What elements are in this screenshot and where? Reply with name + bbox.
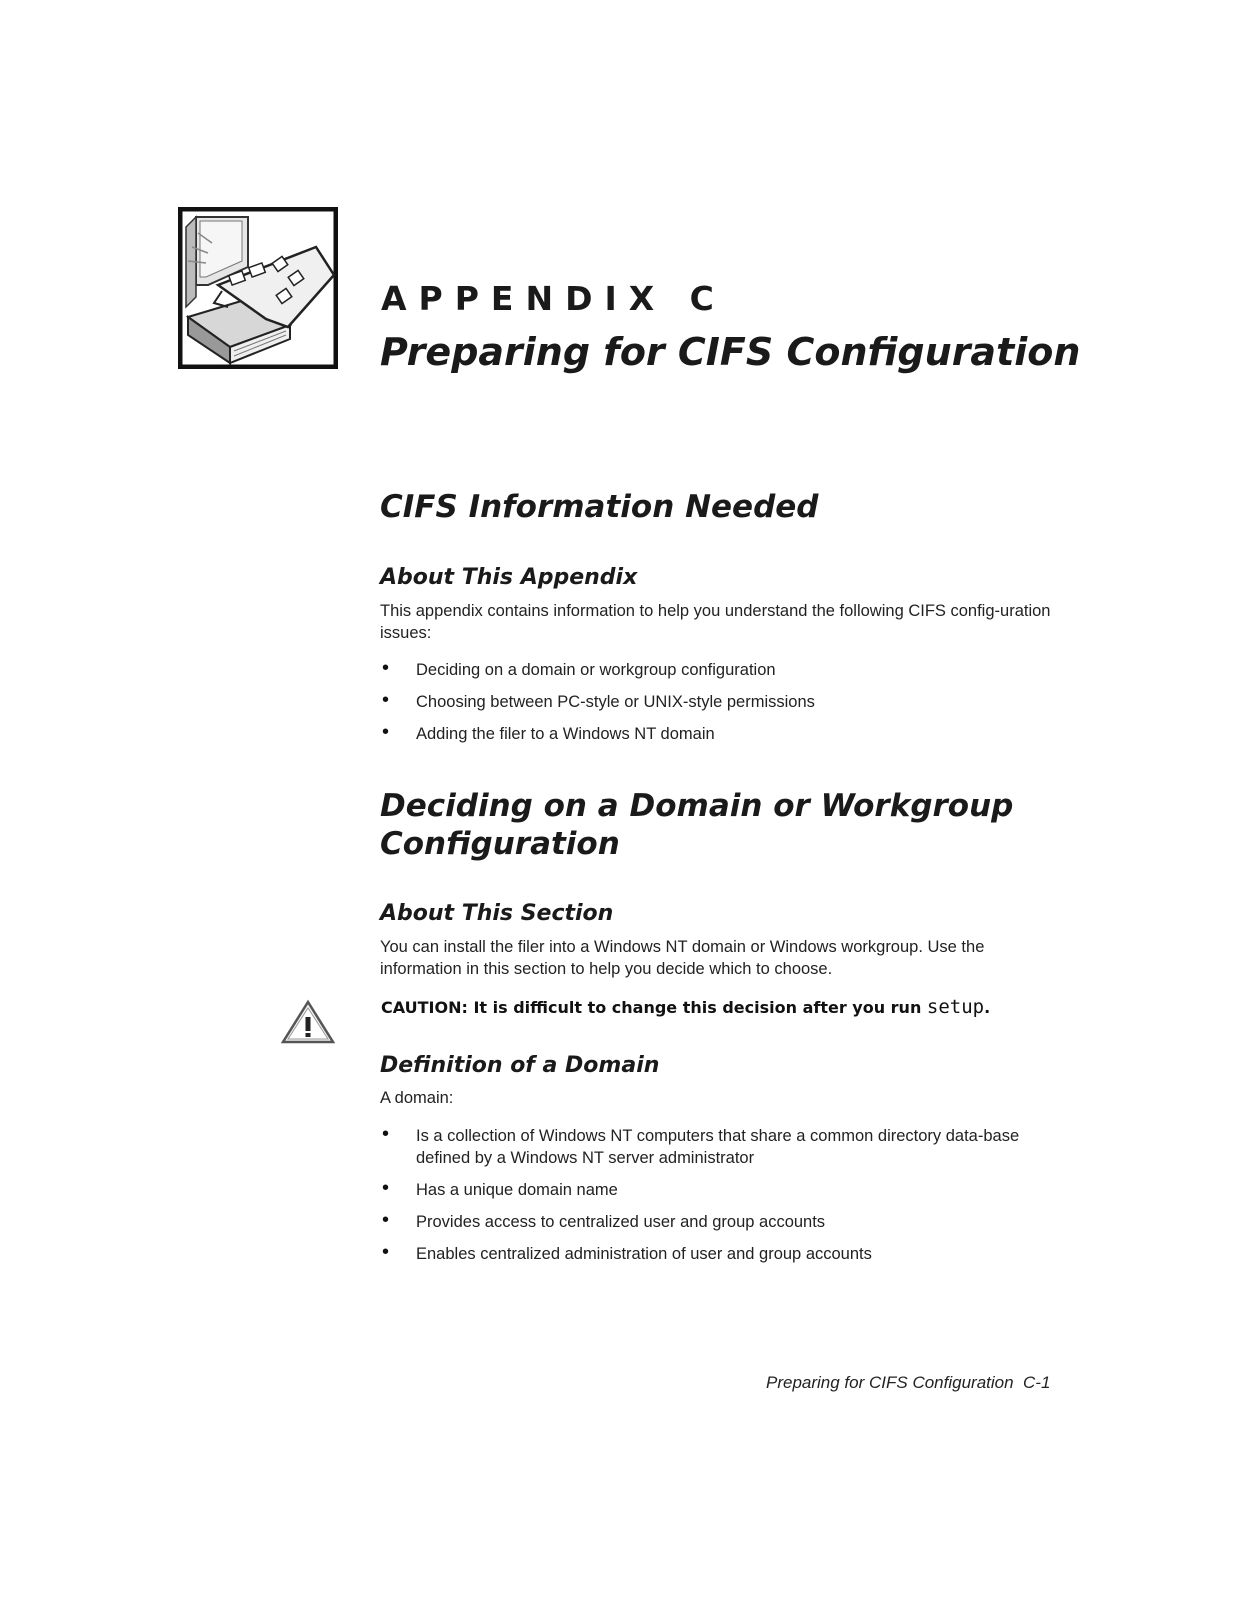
chapter-title: Preparing for CIFS Configuration: [380, 330, 1081, 374]
warning-triangle-icon: [280, 999, 336, 1045]
bullet-icon: •: [382, 657, 390, 679]
section-heading-cifs-information: CIFS Information Needed: [380, 489, 819, 525]
list-item: • Enables centralized administration of user and group accounts: [382, 1241, 872, 1263]
bullet-icon: •: [382, 1241, 390, 1263]
bullet-icon: •: [382, 1209, 390, 1231]
section-heading-deciding-domain-workgroup: Deciding on a Domain or Workgroup Configuration: [380, 788, 1014, 862]
list-item: • Deciding on a domain or workgroup configuration: [382, 657, 776, 679]
bullet-icon: •: [382, 689, 390, 711]
list-item: • Provides access to centralized user and group accounts: [382, 1209, 826, 1231]
subheading-about-this-appendix: About This Appendix: [380, 565, 638, 590]
appendix-intro-paragraph: This appendix contains information to help you understand the following CIFS config-uration issues:: [380, 602, 1051, 642]
subheading-definition-of-domain: Definition of a Domain: [380, 1053, 660, 1078]
list-item: • Adding the filer to a Windows NT domain: [382, 721, 715, 743]
list-item: • Is a collection of Windows NT computers that share a common directory data-base defined by a Windows NT server administrator: [382, 1123, 1020, 1167]
section-intro-paragraph: You can install the filer into a Windows NT domain or Windows workgroup. Use the information in this section to help you decide which to choose.: [380, 938, 985, 978]
chapter-illustration-icon: [178, 207, 338, 369]
setup-command: setup: [926, 996, 985, 1018]
list-item: • Choosing between PC-style or UNIX-style permissions: [382, 689, 815, 711]
caution-note: CAUTION: It is difficult to change this decision after you run setup.: [381, 996, 991, 1018]
bullet-icon: •: [382, 1177, 390, 1199]
bullet-icon: •: [382, 1123, 390, 1145]
domain-definition-list: [381, 1125, 1061, 1265]
subheading-about-this-section: About This Section: [380, 901, 614, 926]
domain-intro-text: A domain:: [380, 1089, 454, 1107]
list-item: • Has a unique domain name: [382, 1177, 618, 1199]
appendix-label: APPENDIX C: [381, 279, 726, 318]
bullet-icon: •: [382, 721, 390, 743]
page-footer: Preparing for CIFS Configuration C-1: [766, 1373, 1051, 1392]
appendix-topics-list: [381, 659, 1061, 745]
